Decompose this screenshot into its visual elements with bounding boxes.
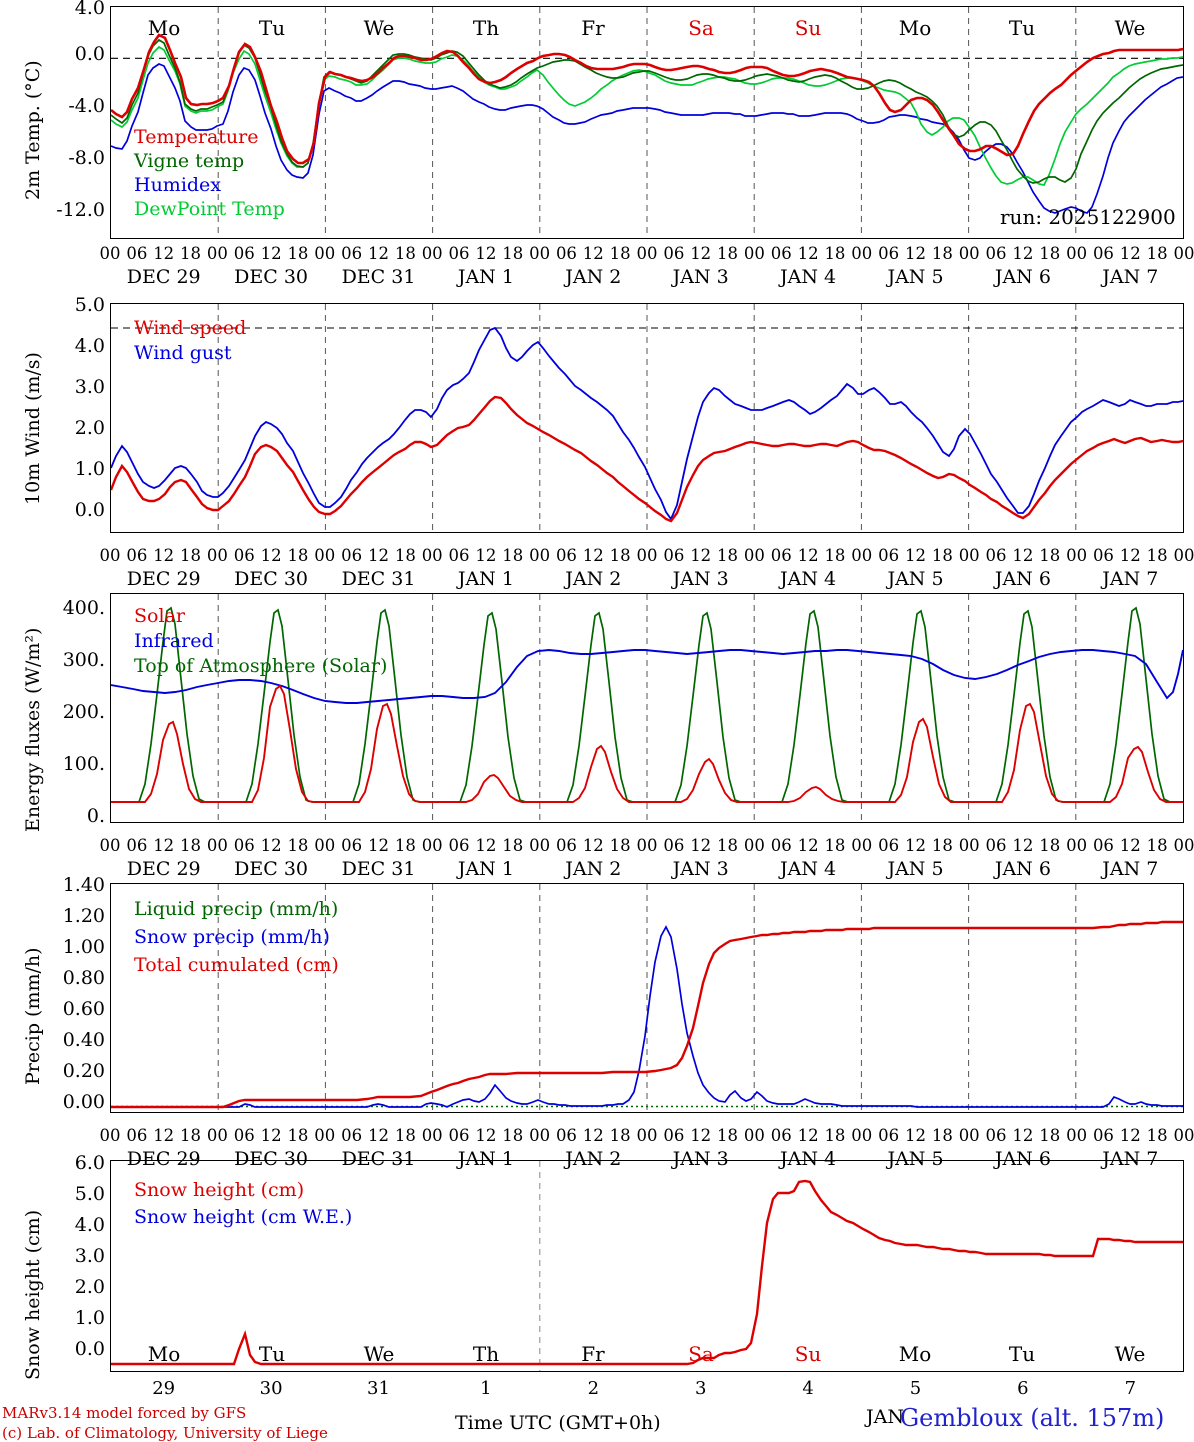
- hour-tick-label: 00: [1174, 836, 1194, 855]
- hour-tick-label: 00: [422, 244, 443, 263]
- bottom-day-label: 3: [695, 1378, 706, 1399]
- hour-tick-label: 00: [959, 836, 980, 855]
- ytick-snowheight-5: 1.0: [25, 1307, 105, 1329]
- hour-tick-label: 00: [1174, 546, 1194, 565]
- hour-tick-label: 06: [126, 546, 147, 565]
- hour-tick-label: 00: [959, 244, 980, 263]
- dow-label: Tu: [259, 16, 285, 40]
- hour-tick-label: 06: [341, 244, 362, 263]
- dow-label: Th: [473, 16, 499, 40]
- bottom-day-label: 31: [367, 1378, 390, 1399]
- day-tick-label: DEC 31: [342, 858, 416, 880]
- ytick-energy-3: 100.: [25, 753, 105, 775]
- ytick-snowheight-6: 0.0: [25, 1338, 105, 1360]
- day-tick-label: JAN 5: [887, 266, 943, 288]
- hour-tick-label: 18: [1147, 244, 1168, 263]
- hour-tick-label: 12: [475, 836, 496, 855]
- hour-tick-label: 12: [261, 546, 282, 565]
- day-tick-label: JAN 4: [780, 266, 836, 288]
- dow-label: Sa: [688, 1342, 714, 1366]
- hour-tick-label: 00: [851, 1126, 872, 1145]
- dow-label: Tu: [1009, 16, 1035, 40]
- dow-label: Th: [473, 1342, 499, 1366]
- day-tick-label: DEC 31: [342, 568, 416, 590]
- hour-tick-label: 18: [502, 836, 523, 855]
- day-tick-label: JAN 7: [1102, 1148, 1158, 1170]
- hour-tick-label: 18: [180, 546, 201, 565]
- hour-tick-label: 12: [1012, 546, 1033, 565]
- hour-tick-label: 06: [341, 546, 362, 565]
- hour-tick-label: 06: [234, 244, 255, 263]
- hour-tick-label: 18: [717, 836, 738, 855]
- hour-tick-label: 00: [851, 244, 872, 263]
- legend-humidex: Humidex: [134, 174, 221, 196]
- ytick-snowheight-0: 6.0: [25, 1152, 105, 1174]
- hour-tick-label: 00: [314, 836, 335, 855]
- ytick-precip-6: 0.20: [18, 1060, 105, 1082]
- hour-tick-label: 00: [1066, 244, 1087, 263]
- day-tick-label: JAN 3: [673, 266, 729, 288]
- hour-tick-label: 06: [771, 546, 792, 565]
- day-tick-label: JAN 1: [458, 1148, 514, 1170]
- day-tick-label: JAN 6: [995, 266, 1051, 288]
- hour-tick-label: 18: [1039, 244, 1060, 263]
- hour-tick-label: 06: [449, 836, 470, 855]
- hour-tick-label: 18: [180, 244, 201, 263]
- hour-tick-label: 00: [1066, 836, 1087, 855]
- hour-tick-label: 18: [395, 1126, 416, 1145]
- hour-tick-label: 00: [529, 546, 550, 565]
- hour-tick-label: 00: [1174, 244, 1194, 263]
- day-tick-label: JAN 7: [1102, 858, 1158, 880]
- hour-tick-label: 12: [1012, 1126, 1033, 1145]
- hour-tick-label: 06: [126, 1126, 147, 1145]
- hour-tick-label: 06: [986, 836, 1007, 855]
- hour-tick-label: 18: [824, 1126, 845, 1145]
- ytick-wind-0: 5.0: [25, 294, 105, 316]
- day-tick-label: JAN 5: [887, 858, 943, 880]
- hour-tick-label: 12: [798, 546, 819, 565]
- ytick-energy-0: 400.: [25, 597, 105, 619]
- hour-tick-label: 12: [1120, 546, 1141, 565]
- hour-tick-label: 18: [1039, 836, 1060, 855]
- energy-lines: [111, 594, 1183, 822]
- hour-tick-label: 06: [771, 836, 792, 855]
- hour-tick-label: 12: [153, 836, 174, 855]
- hour-tick-label: 12: [261, 244, 282, 263]
- hour-tick-label: 06: [986, 1126, 1007, 1145]
- day-tick-label: JAN 2: [565, 568, 621, 590]
- hour-tick-label: 18: [395, 546, 416, 565]
- hour-tick-label: 00: [851, 546, 872, 565]
- day-tick-label: JAN 6: [995, 858, 1051, 880]
- hour-tick-label: 18: [180, 1126, 201, 1145]
- hour-tick-label: 12: [690, 1126, 711, 1145]
- hour-tick-label: 18: [1039, 1126, 1060, 1145]
- wind-lines: [111, 304, 1183, 532]
- ytick-snowheight-3: 3.0: [25, 1245, 105, 1267]
- legend-infrared: Infrared: [134, 630, 214, 652]
- hour-tick-label: 12: [583, 546, 604, 565]
- day-tick-label: DEC 30: [234, 858, 308, 880]
- bottom-day-label: 30: [260, 1378, 283, 1399]
- hour-tick-label: 12: [690, 546, 711, 565]
- panel-precip: [0, 870, 1194, 1155]
- hour-tick-label: 12: [583, 244, 604, 263]
- footer-station: Gembloux (alt. 157m): [900, 1404, 1164, 1432]
- hour-tick-label: 12: [905, 836, 926, 855]
- hour-tick-label: 12: [1012, 836, 1033, 855]
- hour-tick-label: 18: [610, 546, 631, 565]
- hour-tick-label: 06: [878, 1126, 899, 1145]
- hour-tick-label: 00: [959, 1126, 980, 1145]
- hour-tick-label: 12: [261, 1126, 282, 1145]
- legend-top-of-atmosphere: Top of Atmosphere (Solar): [134, 655, 387, 677]
- day-tick-label: JAN 2: [565, 266, 621, 288]
- ytick-temp-1: 0.0: [25, 43, 105, 65]
- hour-tick-label: 18: [717, 1126, 738, 1145]
- bottom-day-label: 29: [152, 1378, 175, 1399]
- hour-tick-label: 12: [475, 1126, 496, 1145]
- hour-tick-label: 06: [878, 836, 899, 855]
- hour-tick-label: 12: [153, 546, 174, 565]
- hour-tick-label: 00: [314, 244, 335, 263]
- hour-tick-label: 00: [422, 836, 443, 855]
- hour-tick-label: 18: [824, 244, 845, 263]
- bottom-day-label: 7: [1125, 1378, 1136, 1399]
- plot-area-energy: [110, 593, 1184, 823]
- hour-tick-label: 00: [100, 244, 121, 263]
- hour-tick-label: 00: [1174, 1126, 1194, 1145]
- hour-tick-label: 06: [986, 244, 1007, 263]
- day-tick-label: JAN 7: [1102, 568, 1158, 590]
- hour-tick-label: 18: [824, 546, 845, 565]
- ytick-energy-4: 0.: [25, 805, 105, 827]
- hour-tick-label: 00: [100, 546, 121, 565]
- dow-label: Fr: [581, 1342, 604, 1366]
- ytick-snowheight-2: 4.0: [25, 1214, 105, 1236]
- hour-tick-label: 12: [368, 244, 389, 263]
- day-tick-label: DEC 31: [342, 1148, 416, 1170]
- hour-tick-label: 00: [422, 1126, 443, 1145]
- hour-tick-label: 06: [1093, 244, 1114, 263]
- ytick-snowheight-1: 5.0: [25, 1183, 105, 1205]
- hour-tick-label: 06: [878, 546, 899, 565]
- hour-tick-label: 00: [744, 1126, 765, 1145]
- hour-tick-label: 06: [663, 1126, 684, 1145]
- bottom-day-label: 1: [480, 1378, 491, 1399]
- day-tick-label: JAN 2: [565, 858, 621, 880]
- day-tick-label: JAN 1: [458, 266, 514, 288]
- ytick-wind-1: 4.0: [25, 335, 105, 357]
- ytick-wind-3: 2.0: [25, 417, 105, 439]
- hour-tick-label: 06: [341, 1126, 362, 1145]
- legend-vigne-temp: Vigne temp: [134, 150, 244, 172]
- hour-tick-label: 00: [1066, 1126, 1087, 1145]
- hour-tick-label: 00: [1066, 546, 1087, 565]
- hour-tick-label: 12: [905, 546, 926, 565]
- hour-tick-label: 12: [1120, 836, 1141, 855]
- hour-tick-label: 12: [690, 836, 711, 855]
- hour-tick-label: 06: [234, 836, 255, 855]
- bottom-day-label: 5: [910, 1378, 921, 1399]
- dow-label: Tu: [259, 1342, 285, 1366]
- day-tick-label: JAN 1: [458, 568, 514, 590]
- ytick-temp-0: 4.0: [25, 0, 105, 19]
- hour-tick-label: 18: [932, 546, 953, 565]
- hour-tick-label: 18: [932, 244, 953, 263]
- hour-tick-label: 18: [610, 244, 631, 263]
- plot-area-wind: [110, 303, 1184, 533]
- dow-label: Su: [795, 16, 822, 40]
- ytick-precip-4: 0.60: [18, 998, 105, 1020]
- axis-label-snow-height: Snow height (cm): [22, 1210, 44, 1380]
- ytick-temp-3: -8.0: [25, 147, 105, 169]
- legend-snow-precip: Snow precip (mm/h): [134, 926, 330, 948]
- ytick-snowheight-4: 2.0: [25, 1276, 105, 1298]
- legend-snow-height: Snow height (cm): [134, 1179, 304, 1201]
- hour-tick-label: 12: [261, 836, 282, 855]
- ytick-precip-5: 0.40: [18, 1029, 105, 1051]
- legend-liquid-precip: Liquid precip (mm/h): [134, 898, 338, 920]
- day-tick-label: JAN 5: [887, 1148, 943, 1170]
- hour-tick-label: 06: [126, 244, 147, 263]
- ytick-temp-2: -4.0: [25, 95, 105, 117]
- dow-label: Mo: [148, 16, 181, 40]
- day-tick-label: DEC 29: [127, 266, 201, 288]
- dow-label: We: [1115, 16, 1146, 40]
- hour-tick-label: 18: [395, 836, 416, 855]
- panel-snow-height: [0, 1158, 1194, 1398]
- hour-tick-label: 18: [395, 244, 416, 263]
- ytick-wind-5: 0.0: [25, 499, 105, 521]
- day-tick-label: DEC 30: [234, 266, 308, 288]
- bottom-day-label: 6: [1017, 1378, 1028, 1399]
- footer-model: MARv3.14 model forced by GFS: [2, 1404, 246, 1422]
- footer-copyright: (c) Lab. of Climatology, University of Liege: [2, 1424, 328, 1442]
- dow-label: We: [364, 16, 395, 40]
- hour-tick-label: 06: [771, 1126, 792, 1145]
- ytick-precip-0: 1.40: [18, 874, 105, 896]
- legend-total-cumulated: Total cumulated (cm): [134, 954, 339, 976]
- axis-label-precip: Precip (mm/h): [22, 947, 44, 1085]
- axis-label-energy: Energy fluxes (W/m²): [22, 628, 44, 832]
- legend-snow-height-we: Snow height (cm W.E.): [134, 1206, 352, 1228]
- hour-tick-label: 12: [798, 244, 819, 263]
- hour-tick-label: 00: [207, 244, 228, 263]
- bottom-day-label: 2: [588, 1378, 599, 1399]
- legend-solar: Solar: [134, 605, 185, 627]
- hour-tick-label: 00: [100, 1126, 121, 1145]
- hour-tick-label: 06: [663, 546, 684, 565]
- hour-tick-label: 12: [1120, 244, 1141, 263]
- day-tick-label: JAN 3: [673, 858, 729, 880]
- legend-wind-gust: Wind gust: [134, 342, 232, 364]
- day-tick-label: JAN 4: [780, 568, 836, 590]
- hour-tick-label: 00: [744, 546, 765, 565]
- hour-tick-label: 12: [905, 244, 926, 263]
- hour-tick-label: 06: [1093, 546, 1114, 565]
- hour-tick-label: 06: [1093, 836, 1114, 855]
- hour-tick-label: 18: [287, 836, 308, 855]
- hour-tick-label: 18: [610, 836, 631, 855]
- hour-tick-label: 18: [287, 546, 308, 565]
- dow-label: We: [1115, 1342, 1146, 1366]
- hour-tick-label: 06: [663, 836, 684, 855]
- hour-tick-label: 00: [100, 836, 121, 855]
- hour-tick-label: 18: [717, 244, 738, 263]
- hour-tick-label: 06: [771, 244, 792, 263]
- dow-label: We: [364, 1342, 395, 1366]
- hour-tick-label: 06: [126, 836, 147, 855]
- day-tick-label: DEC 31: [342, 266, 416, 288]
- hour-tick-label: 18: [502, 244, 523, 263]
- legend-temperature: Temperature: [134, 126, 258, 148]
- ytick-precip-2: 1.00: [18, 936, 105, 958]
- dow-label: Su: [795, 1342, 822, 1366]
- day-tick-label: DEC 29: [127, 1148, 201, 1170]
- hour-tick-label: 12: [475, 546, 496, 565]
- hour-tick-label: 00: [207, 546, 228, 565]
- hour-tick-label: 12: [798, 1126, 819, 1145]
- hour-tick-label: 00: [959, 546, 980, 565]
- bottom-day-label: 4: [802, 1378, 813, 1399]
- hour-tick-label: 06: [556, 244, 577, 263]
- day-tick-label: DEC 29: [127, 858, 201, 880]
- hour-tick-label: 12: [1012, 244, 1033, 263]
- day-tick-label: JAN 7: [1102, 266, 1158, 288]
- hour-tick-label: 12: [368, 546, 389, 565]
- hour-tick-label: 00: [529, 244, 550, 263]
- hour-tick-label: 18: [932, 836, 953, 855]
- dow-label: Mo: [899, 1342, 932, 1366]
- hour-tick-label: 06: [986, 546, 1007, 565]
- hour-tick-label: 06: [234, 546, 255, 565]
- dow-label: Mo: [148, 1342, 181, 1366]
- hour-tick-label: 00: [422, 546, 443, 565]
- hour-tick-label: 06: [234, 1126, 255, 1145]
- dow-label: Mo: [899, 16, 932, 40]
- hour-tick-label: 00: [637, 836, 658, 855]
- hour-tick-label: 18: [717, 546, 738, 565]
- dow-label: Fr: [581, 16, 604, 40]
- axis-label-temperature: 2m Temp. (°C): [22, 60, 44, 200]
- hour-tick-label: 18: [287, 244, 308, 263]
- hour-tick-label: 06: [449, 244, 470, 263]
- hour-tick-label: 12: [798, 836, 819, 855]
- hour-tick-label: 18: [502, 1126, 523, 1145]
- ytick-energy-2: 200.: [25, 701, 105, 723]
- hour-tick-label: 00: [207, 836, 228, 855]
- hour-tick-label: 06: [556, 1126, 577, 1145]
- hour-tick-label: 06: [663, 244, 684, 263]
- hour-tick-label: 18: [1147, 546, 1168, 565]
- hour-tick-label: 06: [449, 1126, 470, 1145]
- hour-tick-label: 18: [180, 836, 201, 855]
- day-tick-label: JAN 3: [673, 1148, 729, 1170]
- hour-tick-label: 06: [1093, 1126, 1114, 1145]
- ytick-precip-3: 0.80: [18, 967, 105, 989]
- hour-tick-label: 06: [878, 244, 899, 263]
- hour-tick-label: 18: [1039, 546, 1060, 565]
- hour-tick-label: 00: [637, 546, 658, 565]
- hour-tick-label: 06: [449, 546, 470, 565]
- footer-time-axis-label: Time UTC (GMT+0h): [455, 1412, 661, 1434]
- day-tick-label: DEC 30: [234, 1148, 308, 1170]
- hour-tick-label: 12: [583, 1126, 604, 1145]
- dow-label: Tu: [1009, 1342, 1035, 1366]
- hour-tick-label: 06: [556, 836, 577, 855]
- hour-tick-label: 18: [1147, 836, 1168, 855]
- day-tick-label: JAN 2: [565, 1148, 621, 1170]
- day-tick-label: JAN 6: [995, 568, 1051, 590]
- day-tick-label: DEC 29: [127, 568, 201, 590]
- hour-tick-label: 18: [824, 836, 845, 855]
- dow-label: Sa: [688, 16, 714, 40]
- hour-tick-label: 06: [341, 836, 362, 855]
- run-label: run: 2025122900: [1000, 205, 1176, 229]
- day-tick-label: JAN 4: [780, 1148, 836, 1170]
- day-tick-label: JAN 4: [780, 858, 836, 880]
- hour-tick-label: 00: [637, 244, 658, 263]
- hour-tick-label: 00: [744, 836, 765, 855]
- hour-tick-label: 12: [905, 1126, 926, 1145]
- panel-energy-fluxes: [0, 580, 1194, 865]
- ytick-precip-7: 0.00: [18, 1091, 105, 1113]
- ytick-wind-2: 3.0: [25, 376, 105, 398]
- hour-tick-label: 00: [314, 546, 335, 565]
- panel-temperature: [0, 0, 1194, 282]
- hour-tick-label: 00: [314, 1126, 335, 1145]
- day-tick-label: JAN 1: [458, 858, 514, 880]
- day-tick-label: DEC 30: [234, 568, 308, 590]
- legend-dewpoint: DewPoint Temp: [134, 198, 285, 220]
- hour-tick-label: 00: [637, 1126, 658, 1145]
- hour-tick-label: 12: [583, 836, 604, 855]
- hour-tick-label: 12: [690, 244, 711, 263]
- hour-tick-label: 06: [556, 546, 577, 565]
- ytick-wind-4: 1.0: [25, 458, 105, 480]
- ytick-precip-1: 1.20: [18, 905, 105, 927]
- hour-tick-label: 00: [529, 1126, 550, 1145]
- panel-wind: [0, 290, 1194, 575]
- hour-tick-label: 18: [287, 1126, 308, 1145]
- ytick-energy-1: 300.: [25, 649, 105, 671]
- hour-tick-label: 00: [207, 1126, 228, 1145]
- hour-tick-label: 00: [529, 836, 550, 855]
- ytick-temp-4: -12.0: [18, 199, 105, 221]
- hour-tick-label: 00: [744, 244, 765, 263]
- legend-wind-speed: Wind speed: [134, 317, 246, 339]
- hour-tick-label: 12: [153, 1126, 174, 1145]
- hour-tick-label: 18: [502, 546, 523, 565]
- hour-tick-label: 18: [610, 1126, 631, 1145]
- hour-tick-label: 12: [153, 244, 174, 263]
- bottom-month-label: JAN: [866, 1406, 904, 1428]
- hour-tick-label: 12: [1120, 1126, 1141, 1145]
- hour-tick-label: 12: [368, 1126, 389, 1145]
- day-tick-label: JAN 3: [673, 568, 729, 590]
- hour-tick-label: 12: [368, 836, 389, 855]
- day-tick-label: JAN 6: [995, 1148, 1051, 1170]
- day-tick-label: JAN 5: [887, 568, 943, 590]
- hour-tick-label: 18: [932, 1126, 953, 1145]
- hour-tick-label: 12: [475, 244, 496, 263]
- axis-label-wind: 10m Wind (m/s): [22, 352, 44, 505]
- hour-tick-label: 18: [1147, 1126, 1168, 1145]
- hour-tick-label: 00: [851, 836, 872, 855]
